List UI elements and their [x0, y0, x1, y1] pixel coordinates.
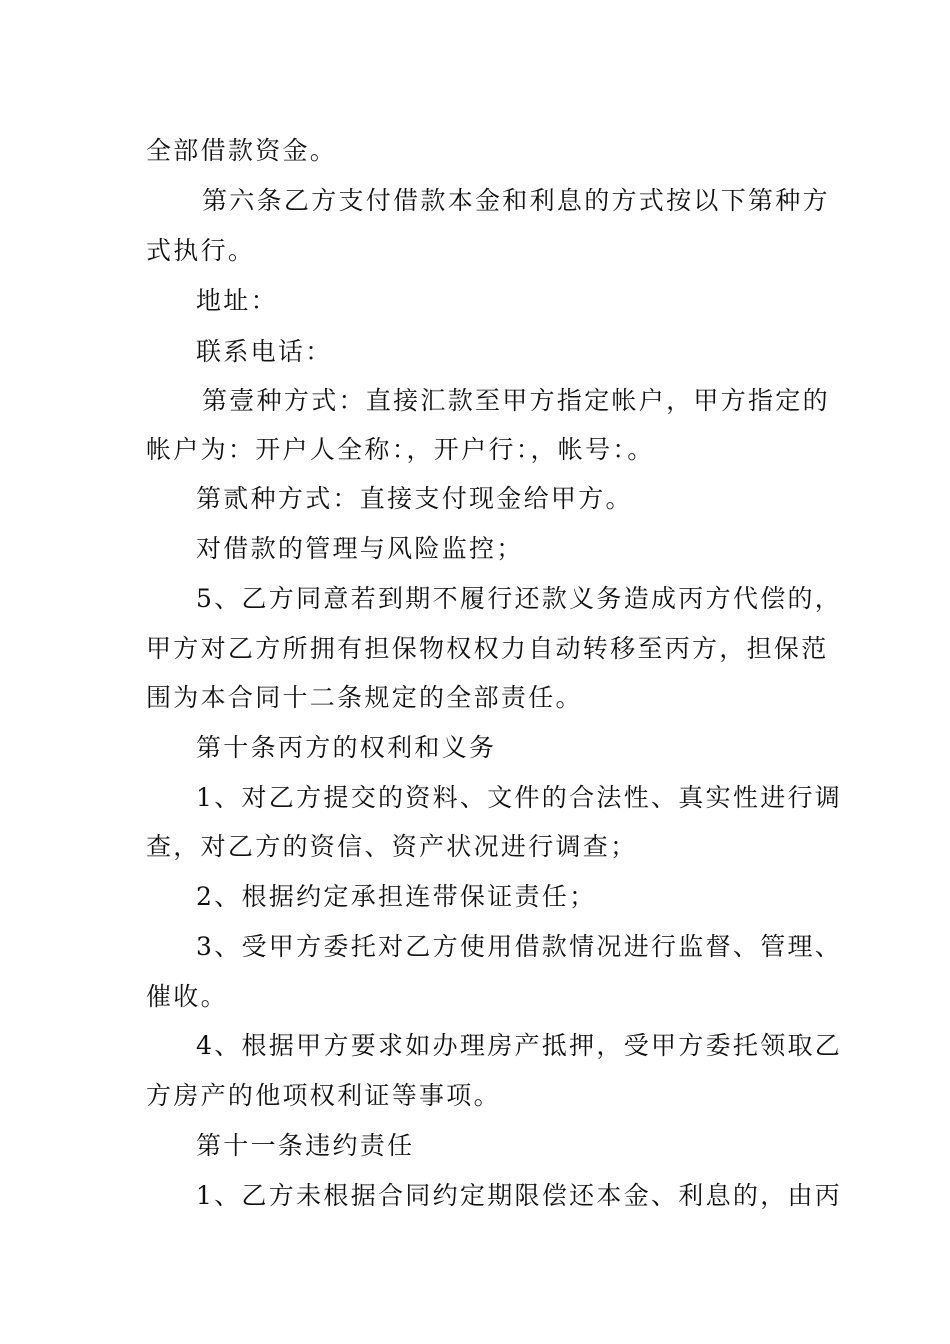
text-line: 围为本合同十二条规定的全部责任。 [146, 683, 583, 712]
text-line: 第十条丙方的权利和义务 [196, 733, 497, 762]
text-line: 查，对乙方的资信、资产状况进行调查； [146, 832, 638, 861]
text-line: 3、受甲方委托对乙方使用借款情况进行监督、管理、 [196, 932, 843, 961]
text-line: 地址： [196, 286, 278, 315]
text-line: 全部借款资金。 [146, 136, 338, 165]
text-line: 甲方对乙方所拥有担保物权权力自动转移至丙方，担保范 [146, 634, 829, 663]
text-line: 对借款的管理与风险监控； [196, 534, 524, 563]
text-line: 第十一条违约责任 [196, 1131, 415, 1160]
text-line: 4、根据甲方要求如办理房产抵押，受甲方委托领取乙 [196, 1031, 843, 1060]
text-line: 联系电话： [196, 337, 333, 366]
text-line: 方房产的他项权利证等事项。 [146, 1081, 501, 1110]
text-line: 1、对乙方提交的资料、文件的合法性、真实性进行调 [196, 783, 843, 812]
text-line: 5、乙方同意若到期不履行还款义务造成丙方代偿的， [196, 584, 843, 613]
text-line: 2、根据约定承担连带保证责任； [196, 882, 597, 911]
text-line: 1、乙方未根据合同约定期限偿还本金、利息的，由丙 [196, 1181, 843, 1210]
text-line: 帐户为：开户人全称：，开户行：，帐号：。 [146, 435, 655, 464]
text-line: 第六条乙方支付借款本金和利息的方式按以下第种方 [202, 186, 830, 215]
text-line: 第壹种方式：直接汇款至甲方指定帐户，甲方指定的 [202, 386, 830, 415]
text-line: 式执行。 [146, 236, 256, 265]
text-line: 第贰种方式：直接支付现金给甲方。 [196, 484, 633, 513]
text-line: 催收。 [146, 982, 228, 1011]
